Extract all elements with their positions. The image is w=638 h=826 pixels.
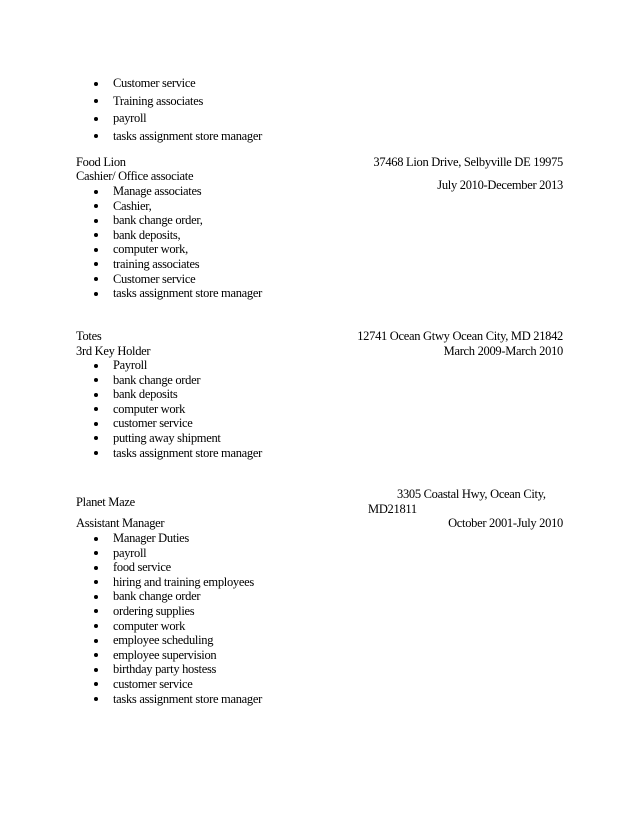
job-dates: March 2009-March 2010 (443, 344, 563, 358)
job-employer: Planet Maze (76, 495, 135, 509)
list-item: computer work (76, 619, 262, 634)
job-address: 12741 Ocean Gtwy Ocean City, MD 21842 (357, 329, 563, 343)
job-address: 37468 Lion Drive, Selbyville DE 19975 (373, 155, 563, 169)
list-item: bank deposits, (76, 228, 262, 243)
list-item: tasks assignment store manager (76, 446, 262, 461)
list-item: bank change order (76, 373, 262, 388)
list-item: tasks assignment store manager (76, 129, 262, 147)
job-title: Cashier/ Office associate (76, 169, 194, 183)
list-item: computer work, (76, 242, 262, 257)
job-duties-list (76, 531, 262, 706)
top-duties-list (76, 76, 262, 146)
list-item: employee scheduling (76, 633, 262, 648)
job-employer: Food Lion (76, 155, 126, 169)
list-item: putting away shipment (76, 431, 262, 446)
job-duties-list (76, 358, 262, 460)
list-item: Cashier, (76, 199, 262, 214)
list-item: customer service (76, 416, 262, 431)
list-item: computer work (76, 402, 262, 417)
list-item: hiring and training employees (76, 575, 262, 590)
job-title: 3rd Key Holder (76, 344, 151, 358)
list-item: bank change order, (76, 213, 262, 228)
list-item: Customer service (76, 76, 262, 94)
job-address-line1: 3305 Coastal Hwy, Ocean City, (397, 487, 546, 501)
list-item: birthday party hostess (76, 662, 262, 677)
list-item: Customer service (76, 272, 262, 287)
job-title: Assistant Manager (76, 516, 165, 530)
list-item: payroll (76, 111, 262, 129)
list-item: tasks assignment store manager (76, 692, 262, 707)
list-item: training associates (76, 257, 262, 272)
job-address-line2: MD21811 (368, 502, 417, 516)
list-item: Manage associates (76, 184, 262, 199)
list-item: Payroll (76, 358, 262, 373)
list-item: customer service (76, 677, 262, 692)
list-item: tasks assignment store manager (76, 286, 262, 301)
job-dates: July 2010-December 2013 (437, 178, 563, 192)
list-item: employee supervision (76, 648, 262, 663)
list-item: bank change order (76, 589, 262, 604)
job-dates: October 2001-July 2010 (448, 516, 563, 530)
list-item: Training associates (76, 94, 262, 112)
list-item: Manager Duties (76, 531, 262, 546)
list-item: ordering supplies (76, 604, 262, 619)
list-item: bank deposits (76, 387, 262, 402)
list-item: food service (76, 560, 262, 575)
job-duties-list (76, 184, 262, 301)
job-employer: Totes (76, 329, 102, 343)
list-item: payroll (76, 546, 262, 561)
